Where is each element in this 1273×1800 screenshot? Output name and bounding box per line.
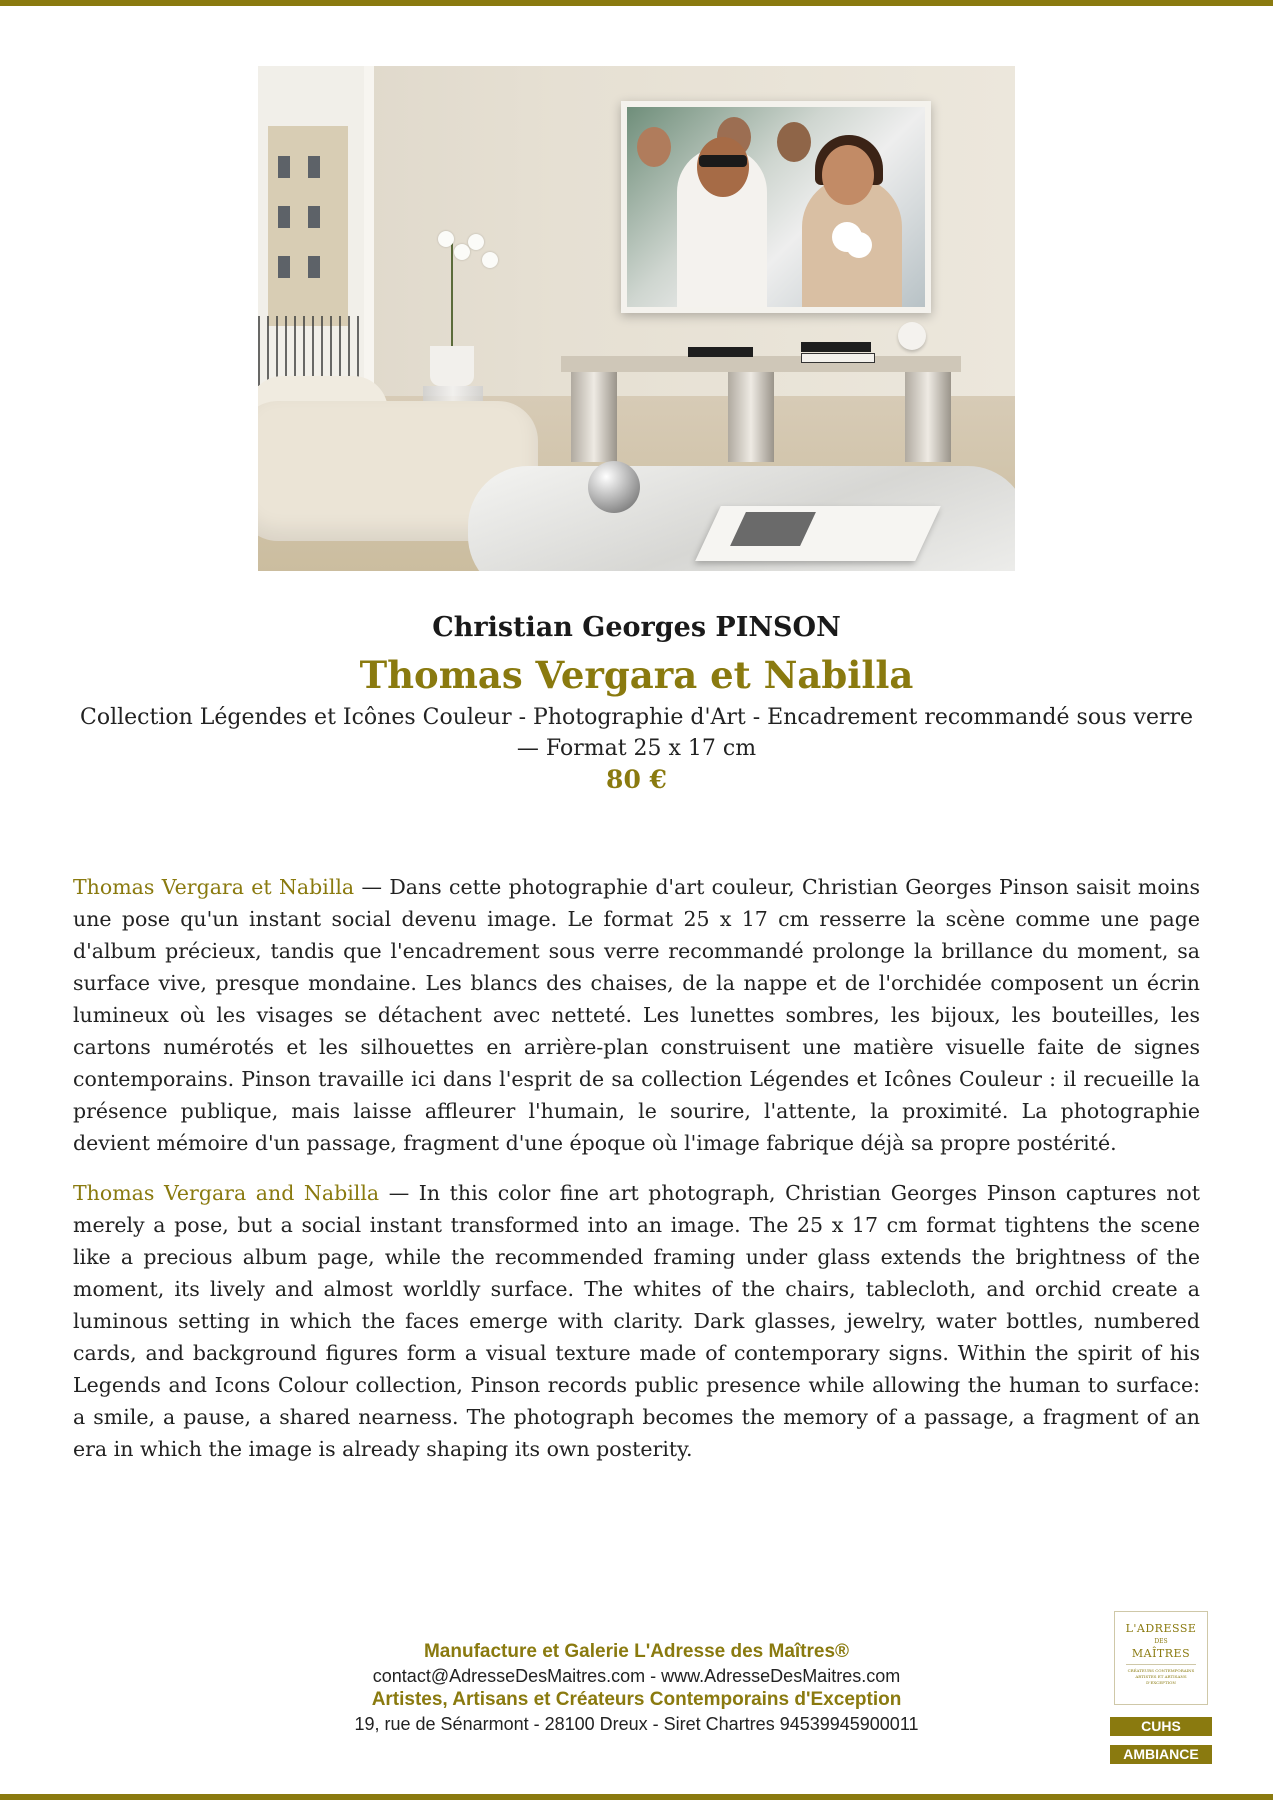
framed-photograph: [621, 101, 931, 313]
description-en-body: — In this color fine art photograph, Christian Georges Pinson captures not merely a pose, but a social instant transformed into an image. The 25 x 17 cm format tightens the scene like a precious album page, while the recommended framing under glass extends the brightness of the moment, its lively and almost worldly surface. The whites of the chairs, tablecloth, and orchid create a luminous setting in which the faces emerge with clarity. Dark glasses, jewelry, water bottles, numbered cards, and background figures form a visual texture made of contemporary signs. Within the spirit of his Legends and Icons Colour collection, Pinson records public presence while allowing the human to surface: a smile, a pause, a shared nearness. The photograph becomes the memory of a passage, a fragment of an era in which the image is already shaping its own posterity.: [73, 1181, 1200, 1461]
building-window: [308, 256, 320, 278]
open-book: [695, 506, 941, 561]
console-table: [561, 356, 961, 372]
building-window: [278, 256, 290, 278]
logo-line-4: CRÉATEURS CONTEMPORAINS ARTISTES ET ARTISANS D'EXCEPTION: [1127, 1668, 1195, 1685]
console-leg: [571, 372, 617, 462]
footer-company: Manufacture et Galerie L'Adresse des Maîtres®: [423, 1641, 850, 1662]
description-en-lead: Thomas Vergara and Nabilla: [73, 1181, 380, 1205]
footer-address: 19, rue de Sénarmont - 28100 Dreux - Siret Chartres 94539945900011: [354, 1714, 919, 1734]
coffee-book: [801, 353, 875, 363]
window: [258, 66, 374, 396]
silver-sphere: [588, 461, 640, 513]
globe-lamp: [898, 322, 926, 350]
description-fr-body: — Dans cette photographie d'art couleur, Christian Georges Pinson saisit moins une pose qu'un instant social devenu image. Le format 25 x 17 cm resserre la scène comme une page d'album précieux, tandis que l'encadrement sous verre recommandé prolonge la brillance du moment, sa surface vive, presque mondaine. Les blancs des chaises, de la nappe et de l'orchidée composent un écrin lumineux où les visages se détachent avec netteté. Les lunettes sombres, les bijoux, les bouteilles, les cartons numérotés et les silhouettes en arrière-plan construisent une matière visuelle faite de signes contemporains. Pinson travaille ici dans l'esprit de sa collection Légendes et Icônes Couleur : il recueille la présence publique, mais laisse affleurer l'humain, le sourire, l'attente, la proximité. La photographie devient mémoire d'un passage, fragment d'une époque où l'image fabrique déjà sa propre postérité.: [73, 875, 1200, 1155]
coffee-book: [688, 347, 753, 357]
logo-divider: [1126, 1664, 1196, 1665]
sunglasses: [699, 155, 747, 167]
logo-line-2: DES: [1154, 1638, 1168, 1645]
orchid-flower: [438, 231, 454, 247]
background-figure: [777, 122, 811, 162]
footer-tagline: Artistes, Artisans et Créateurs Contemporains d'Exception: [371, 1689, 902, 1710]
coffee-book: [801, 342, 871, 352]
building-window: [278, 206, 290, 228]
artist-name: Christian Georges PINSON: [432, 612, 841, 643]
bottom-border: [0, 1794, 1273, 1800]
woman-head: [822, 145, 874, 205]
background-figure: [637, 127, 671, 167]
photograph-content: [627, 107, 925, 307]
badge-ambiance: AMBIANCE: [1110, 1745, 1212, 1764]
top-border: [0, 0, 1273, 6]
logo-line-3: MAÎTRES: [1131, 1647, 1191, 1660]
gallery-logo: [1114, 1611, 1208, 1705]
description-en: [73, 1177, 1200, 1465]
console-leg: [905, 372, 951, 462]
orchid-stem: [451, 236, 453, 346]
artwork-title: Thomas Vergara et Nabilla: [359, 653, 914, 697]
artwork-price: 80 €: [606, 765, 667, 794]
man-head: [697, 137, 749, 197]
plant-pot: [430, 346, 474, 386]
orchid-flower: [468, 234, 484, 250]
orchid-flower: [482, 252, 498, 268]
description-fr: [73, 871, 1200, 1159]
orchid-flower: [454, 244, 470, 260]
building-window: [308, 206, 320, 228]
badge-cuhs: CUHS: [1110, 1717, 1212, 1736]
console-leg: [728, 372, 774, 462]
building-window: [278, 156, 290, 178]
artwork-subtitle: Collection Légendes et Icônes Couleur - Photographie d'Art - Encadrement recommandé sous verre — Format 25 x 17 cm: [79, 705, 1194, 761]
description-fr-lead: Thomas Vergara et Nabilla: [73, 875, 355, 899]
footer-contact: contact@AdresseDesMaitres.com - www.AdresseDesMaitres.com: [372, 1666, 901, 1686]
logo-line-1: L'ADRESSE: [1125, 1622, 1197, 1635]
building-window: [308, 156, 320, 178]
footer: [290, 1640, 983, 1736]
orchid: [832, 222, 862, 252]
artwork-room-photo: [258, 66, 1015, 571]
